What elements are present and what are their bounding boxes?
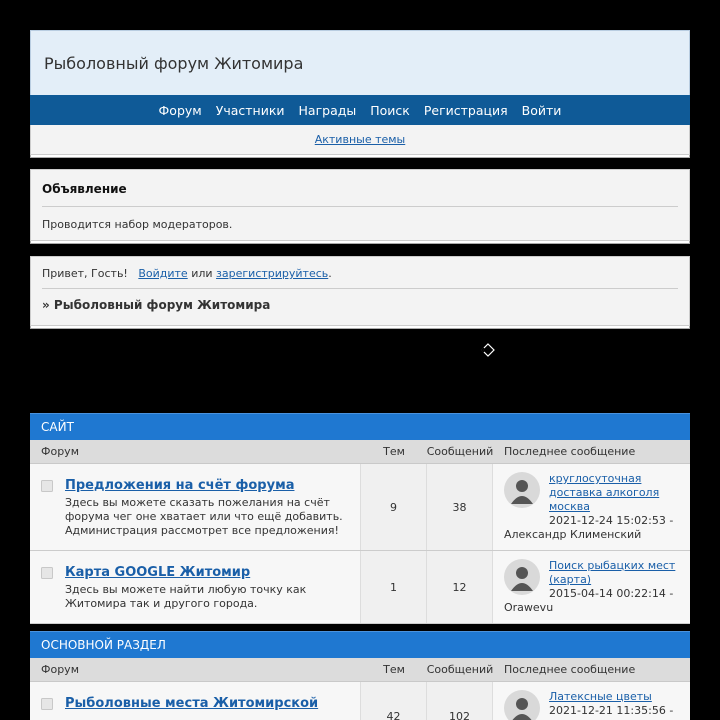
last-post-cell — [493, 464, 690, 550]
forum-description: Здесь вы можете сказать пожелания на счёт форума чег оне хватает или что ещё добавить. Администрация рассмотрет все предложения! — [65, 496, 343, 537]
topics-count: 42 — [361, 682, 427, 720]
col-forum: Форум — [41, 445, 79, 458]
last-post-author[interactable]: Orawevu — [504, 601, 554, 614]
posts-count: 102 — [427, 682, 493, 720]
forum-cell — [30, 464, 361, 550]
forum-title-link[interactable]: Предложения на счёт форума — [65, 478, 295, 493]
category-title[interactable]: ОСНОВНОЙ РАЗДЕЛ — [30, 631, 690, 658]
greeting-or: или — [191, 267, 213, 280]
greeting-divider — [30, 326, 690, 329]
sub-nav — [30, 125, 690, 155]
avatar[interactable] — [504, 472, 540, 508]
forum-row — [30, 464, 690, 551]
greeting-panel — [30, 256, 690, 326]
last-post-date: 2021-12-21 11:35:56 - — [549, 704, 674, 717]
main-nav — [30, 95, 690, 125]
loading-icon — [481, 343, 495, 357]
forum-header — [30, 30, 690, 158]
avatar[interactable] — [504, 690, 540, 720]
title-bar — [30, 30, 690, 95]
posts-count: 38 — [427, 464, 493, 550]
forum-row — [30, 682, 690, 720]
col-posts: Сообщений — [426, 663, 494, 676]
forum-description: Здесь вы можете найти любую точку как Житомира так и другого города. — [65, 583, 307, 610]
col-topics: Тем — [383, 663, 405, 676]
nav-awards[interactable]: Награды — [298, 102, 357, 118]
site-title[interactable]: Рыболовный форум Житомира — [44, 53, 304, 73]
forum-status-icon — [41, 567, 53, 579]
topics-count: 1 — [361, 551, 427, 623]
nav-register[interactable]: Регистрация — [423, 102, 508, 118]
greeting-line — [42, 257, 678, 289]
header-divider — [30, 155, 690, 158]
user-silhouette-icon — [504, 690, 540, 720]
posts-count: 12 — [427, 551, 493, 623]
breadcrumb[interactable]: » Рыболовный форум Житомира — [42, 298, 271, 312]
category-title[interactable]: САЙТ — [30, 413, 690, 440]
topics-count: 9 — [361, 464, 427, 550]
last-post-author[interactable]: Александр Клименский — [504, 528, 642, 541]
user-silhouette-icon — [504, 472, 540, 508]
column-headers — [30, 658, 690, 682]
col-last-post: Последнее сообщение — [504, 663, 636, 676]
active-topics-link[interactable]: Активные темы — [314, 133, 406, 146]
nav-forum[interactable]: Форум — [158, 102, 202, 118]
forum-cell — [30, 551, 361, 623]
forum-title-link[interactable]: Рыболовные места Житомирской — [65, 696, 319, 711]
register-link[interactable]: зарегистрируйтесь — [216, 267, 329, 280]
announcement-text: Проводится набор модераторов. — [42, 218, 233, 231]
nav-login[interactable]: Войти — [521, 102, 562, 118]
avatar[interactable] — [504, 559, 540, 595]
column-headers — [30, 440, 690, 464]
greeting-dot: . — [328, 267, 332, 280]
col-last-post: Последнее сообщение — [504, 445, 636, 458]
forum-cell — [30, 682, 361, 720]
user-silhouette-icon — [504, 559, 540, 595]
announcement-title: Объявление — [42, 170, 678, 207]
last-post-date: 2021-12-24 15:02:53 - — [549, 514, 674, 527]
category-site — [30, 413, 690, 624]
forum-title-link[interactable]: Карта GOOGLE Житомир — [65, 565, 251, 580]
last-post-link[interactable]: Поиск рыбацких мест (карта) — [549, 559, 676, 586]
nav-search[interactable]: Поиск — [370, 102, 410, 118]
greeting-hello: Привет, Гость! — [42, 267, 128, 280]
last-post-cell — [493, 551, 690, 623]
last-post-date: 2015-04-14 00:22:14 - — [549, 587, 674, 600]
login-link[interactable]: Войдите — [138, 267, 188, 280]
last-post-link[interactable]: круглосуточная доставка алкоголя москва — [549, 472, 660, 513]
forum-status-icon — [41, 698, 53, 710]
forum-status-icon — [41, 480, 53, 492]
category-main — [30, 631, 690, 720]
col-forum: Форум — [41, 663, 79, 676]
forum-row — [30, 551, 690, 624]
announcement-divider — [30, 241, 690, 244]
col-topics: Тем — [383, 445, 405, 458]
col-posts: Сообщений — [426, 445, 494, 458]
last-post-cell — [493, 682, 690, 720]
last-post-link[interactable]: Латексные цветы — [549, 690, 652, 703]
nav-members[interactable]: Участники — [215, 102, 285, 118]
announcement-panel — [30, 169, 690, 241]
